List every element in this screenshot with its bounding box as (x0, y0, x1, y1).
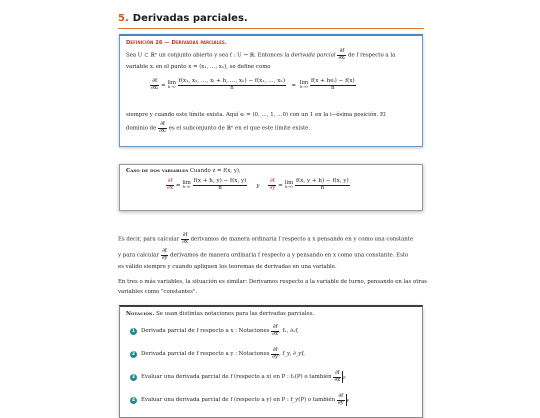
partial-fraction: $\frac{\partial f}{\text{∂xᵢ}}$ (338, 48, 346, 61)
two-variables-caption: Caso de dos variables Cuando z = f(x, y), (126, 168, 241, 174)
paragraph-1-line-3: es válido siempre y cuando apliquen los teoremas de derivadas en una variable. (118, 264, 337, 270)
notation-item-1: 1 Derivada parcial de f respecto a x : Notaciones $\frac{\partial f}{\partial x}$ , fₓ, ∂ₓf, (131, 324, 299, 337)
definition-title: Definición 26 — Derivadas parciales. (126, 40, 227, 46)
definition-box (119, 34, 423, 147)
two-variables-box (119, 164, 423, 211)
number-badge: 3 (131, 374, 136, 380)
definition-line-4: dominio de $\frac{\partial f}{\text{∂xᵢ}}$ es el subconjunto de ℝⁿ en el que este límite existe. (126, 121, 311, 134)
definition-term: derivada parcial (291, 52, 336, 59)
section-number: 5. (118, 13, 129, 24)
paragraph-1-line-1: Es decir, para calcular $\frac{\partial f}{\partial x}$ derivamos de manera ordinaria f respecto a x pensando en y como una constante (118, 232, 414, 245)
definition-formula: $\frac{\partial f}{\text{∂xᵢ}}$ = lim h→0 $\frac{\text{f(x₁, x₂, …, xᵢ + h, …, xₙ) − f(x₁, …, xₙ)}}{h}$ = lim h→0 $\frac{\text{f(x + heᵢ) − f(x)}}{h}$ (151, 78, 355, 91)
notation-item-3: 3 Evaluar una derivada parcial de f (respecto a x) en P : fₓ(P) o también $\frac{\partial f}{\partial x}$ P (131, 370, 346, 383)
notation-item-2: 2 Derivada parcial de f respecto a y : Notaciones $\frac{\partial f}{\partial y}$ , f_y, ∂_yf, (131, 347, 305, 360)
definition-line-2: variable xᵢ en el punto x = (x₁, …, xₙ), se define como (126, 64, 271, 70)
definition-text: de f respecto a la (348, 52, 396, 59)
notation-box (119, 305, 423, 418)
definition-text: Sea U ⊂ ℝⁿ un conjunto abierto y sea f : U → ℝ. Entonces la (126, 52, 290, 59)
two-variables-formula: $\frac{\partial f}{\partial x}$ = lim h→0 $\frac{f(x + h, y) - f(x, y)}{h}$ y $\frac{\partial f}{\partial y}$ = lim h→0 $\frac{f(x, y + h) - f(x, y)}{h}$ (167, 178, 349, 191)
paragraph-2-line-2: variables como "constantes". (118, 289, 198, 295)
paragraph-2-line-1: En tres o más variables, la situación es similar: Derivamos respecto a la variable de turno, pensando en las otras (118, 279, 427, 285)
section-title: Derivadas parciales. (132, 13, 248, 24)
notation-heading: Notación. Se usan distintas notaciones para las derivadas parciales. (126, 311, 315, 317)
definition-line-3: siempre y cuando este límite exista. Aquí eᵢ = (0, …, 1, …0) con un 1 en la i−ésima posición. El (126, 112, 386, 118)
notation-item-4: 4 Evaluar una derivada parcial de f (respecto a y) en P : f_y(P) o también $\frac{\partial f}{\partial y}$ P (131, 393, 350, 406)
paragraph-1-line-2: y para calcular $\frac{\partial f}{\partial y}$ derivamos de manera ordinaria f respecto a y pensando en x como una constante. Esto (118, 248, 409, 261)
number-badge: 2 (131, 351, 136, 357)
number-badge: 4 (131, 397, 136, 403)
number-badge: 1 (131, 328, 136, 334)
definition-line-1 (126, 49, 395, 61)
section-rule (118, 28, 424, 29)
section-heading (118, 13, 248, 24)
